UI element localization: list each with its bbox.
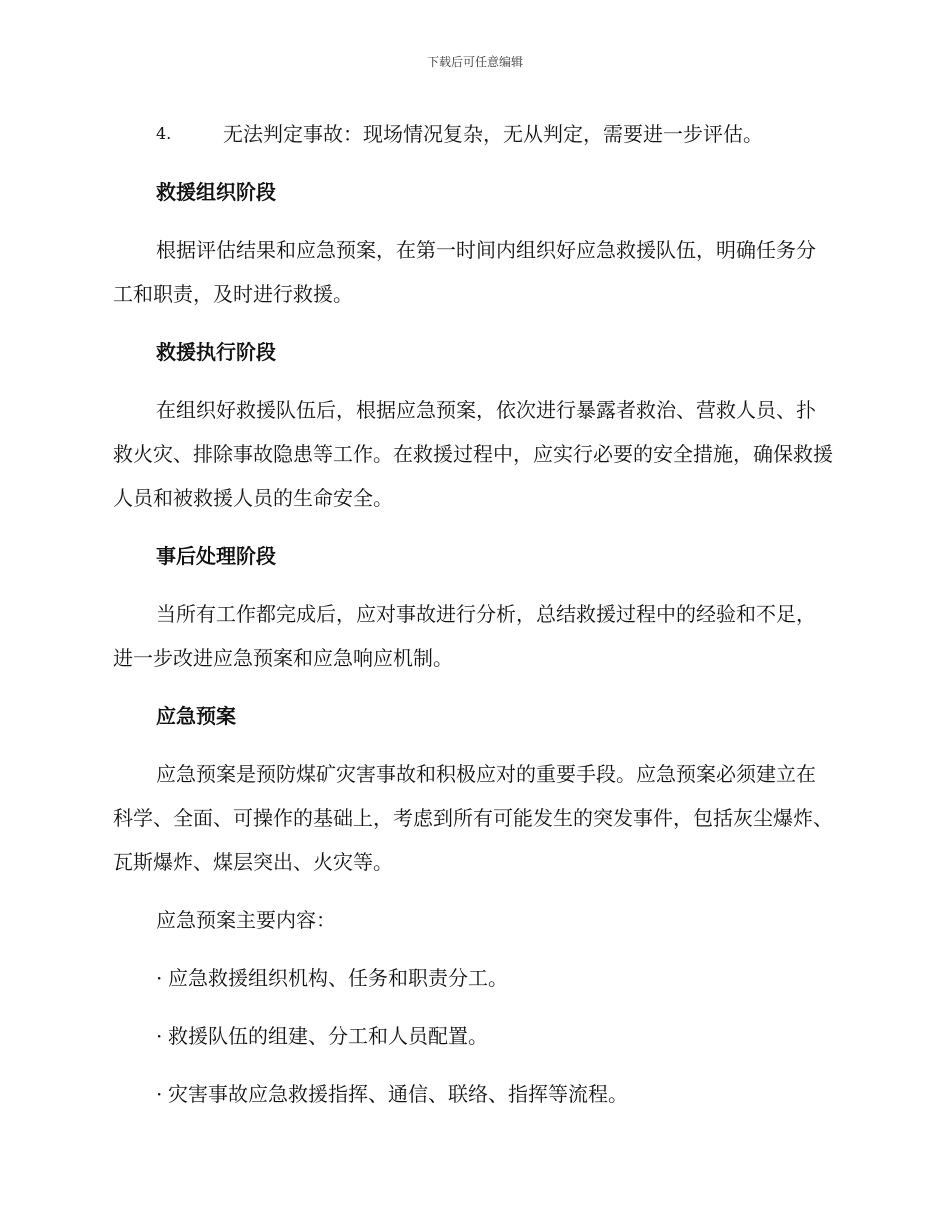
bullet-icon: · — [156, 1024, 163, 1048]
item-text: 无法判定事故：现场情况复杂，无从判定，需要进一步评估。 — [223, 122, 763, 146]
list-item — [156, 1014, 833, 1058]
section-heading: 应急预案 — [156, 704, 236, 728]
list-item — [156, 1072, 833, 1116]
section-heading: 救援执行阶段 — [156, 340, 276, 364]
list-item-text: 灾害事故应急救援指挥、通信、联络、指挥等流程。 — [168, 1082, 628, 1106]
section-paragraph: 根据评估结果和应急预案，在第一时间内组织好应急救援队伍，明确任务分工和职责，及时进行救援。 — [113, 238, 816, 306]
page-header: 下载后可任意编辑 — [426, 55, 523, 69]
document-body — [113, 112, 833, 1130]
section-paragraph: 在组织好救援队伍后，根据应急预案，依次进行暴露者救治、营救人员、扑救火灾、排除事故隐患等工作。在救援过程中，应实行必要的安全措施，确保救援人员和被救援人员的生命安全。 — [113, 398, 833, 510]
list-item — [156, 956, 833, 1000]
section-heading: 救援组织阶段 — [156, 180, 276, 204]
section-paragraph: 当所有工作都完成后，应对事故进行分析，总结救援过程中的经验和不足，进一步改进应急预案和应急响应机制。 — [113, 602, 816, 670]
section-heading: 事后处理阶段 — [156, 544, 276, 568]
bullet-icon: · — [156, 966, 163, 990]
list-intro: 应急预案主要内容： — [156, 908, 336, 932]
list-item-text: 应急救援组织机构、任务和职责分工。 — [168, 966, 508, 990]
item-number: 4. — [156, 124, 172, 143]
list-item-text: 救援队伍的组建、分工和人员配置。 — [168, 1024, 488, 1048]
section-paragraph: 应急预案是预防煤矿灾害事故和积极应对的重要手段。应急预案必须建立在科学、全面、可操作的基础上，考虑到所有可能发生的突发事件，包括灰尘爆炸、瓦斯爆炸、煤层突出、火灾等。 — [113, 762, 833, 874]
numbered-item — [156, 112, 833, 156]
bullet-icon: · — [156, 1082, 163, 1106]
